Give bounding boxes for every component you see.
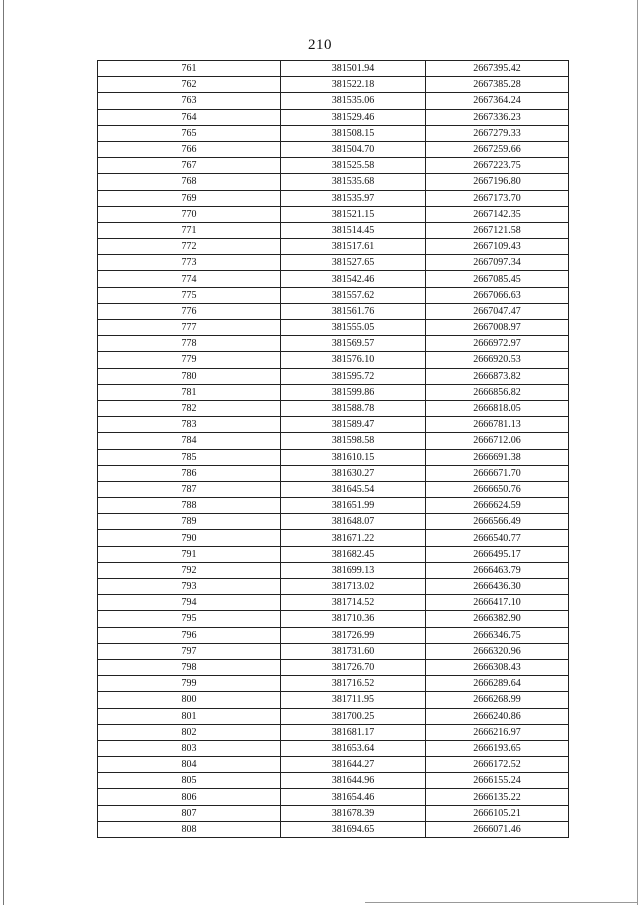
point-number-cell: 762 — [98, 77, 281, 93]
point-number-cell: 769 — [98, 190, 281, 206]
point-number-cell: 784 — [98, 433, 281, 449]
y-coordinate-cell: 2667173.70 — [426, 190, 569, 206]
x-coordinate-cell: 381710.36 — [281, 611, 426, 627]
point-number-cell: 799 — [98, 676, 281, 692]
page-border-bottom — [365, 902, 637, 903]
y-coordinate-cell: 2666346.75 — [426, 627, 569, 643]
table-row — [98, 174, 569, 190]
table-row — [98, 255, 569, 271]
x-coordinate-cell: 381527.65 — [281, 255, 426, 271]
table-row — [98, 368, 569, 384]
x-coordinate-cell: 381517.61 — [281, 239, 426, 255]
x-coordinate-cell: 381529.46 — [281, 109, 426, 125]
y-coordinate-cell: 2667336.23 — [426, 109, 569, 125]
table-row — [98, 417, 569, 433]
table-row — [98, 433, 569, 449]
point-number-cell: 775 — [98, 287, 281, 303]
y-coordinate-cell: 2666172.52 — [426, 757, 569, 773]
x-coordinate-cell: 381630.27 — [281, 465, 426, 481]
point-number-cell: 803 — [98, 740, 281, 756]
table-row — [98, 239, 569, 255]
y-coordinate-cell: 2667223.75 — [426, 158, 569, 174]
y-coordinate-cell: 2666972.97 — [426, 336, 569, 352]
y-coordinate-cell: 2666818.05 — [426, 400, 569, 416]
y-coordinate-cell: 2666105.21 — [426, 805, 569, 821]
x-coordinate-cell: 381713.02 — [281, 579, 426, 595]
table-row — [98, 595, 569, 611]
y-coordinate-cell: 2666240.86 — [426, 708, 569, 724]
y-coordinate-cell: 2667008.97 — [426, 320, 569, 336]
y-coordinate-cell: 2666650.76 — [426, 481, 569, 497]
y-coordinate-cell: 2667142.35 — [426, 206, 569, 222]
y-coordinate-cell: 2666463.79 — [426, 562, 569, 578]
x-coordinate-cell: 381682.45 — [281, 546, 426, 562]
x-coordinate-cell: 381694.65 — [281, 821, 426, 837]
y-coordinate-cell: 2667085.45 — [426, 271, 569, 287]
y-coordinate-cell: 2666216.97 — [426, 724, 569, 740]
x-coordinate-cell: 381599.86 — [281, 384, 426, 400]
point-number-cell: 779 — [98, 352, 281, 368]
point-number-cell: 770 — [98, 206, 281, 222]
table-row — [98, 222, 569, 238]
y-coordinate-cell: 2667364.24 — [426, 93, 569, 109]
x-coordinate-cell: 381595.72 — [281, 368, 426, 384]
point-number-cell: 808 — [98, 821, 281, 837]
page-border-right — [637, 0, 638, 905]
point-number-cell: 797 — [98, 643, 281, 659]
y-coordinate-cell: 2667047.47 — [426, 303, 569, 319]
table-row — [98, 546, 569, 562]
x-coordinate-cell: 381504.70 — [281, 141, 426, 157]
x-coordinate-cell: 381671.22 — [281, 530, 426, 546]
table-row — [98, 708, 569, 724]
y-coordinate-cell: 2666781.13 — [426, 417, 569, 433]
table-row — [98, 659, 569, 675]
table-row — [98, 384, 569, 400]
point-number-cell: 765 — [98, 125, 281, 141]
table-row — [98, 190, 569, 206]
x-coordinate-cell: 381589.47 — [281, 417, 426, 433]
y-coordinate-cell: 2666382.90 — [426, 611, 569, 627]
y-coordinate-cell: 2667109.43 — [426, 239, 569, 255]
x-coordinate-cell: 381542.46 — [281, 271, 426, 287]
x-coordinate-cell: 381654.46 — [281, 789, 426, 805]
point-number-cell: 793 — [98, 579, 281, 595]
y-coordinate-cell: 2666566.49 — [426, 514, 569, 530]
point-number-cell: 781 — [98, 384, 281, 400]
point-number-cell: 792 — [98, 562, 281, 578]
table-row — [98, 789, 569, 805]
point-number-cell: 764 — [98, 109, 281, 125]
y-coordinate-cell: 2666691.38 — [426, 449, 569, 465]
point-number-cell: 763 — [98, 93, 281, 109]
x-coordinate-cell: 381525.58 — [281, 158, 426, 174]
x-coordinate-cell: 381678.39 — [281, 805, 426, 821]
x-coordinate-cell: 381699.13 — [281, 562, 426, 578]
point-number-cell: 783 — [98, 417, 281, 433]
point-number-cell: 761 — [98, 61, 281, 77]
x-coordinate-cell: 381521.15 — [281, 206, 426, 222]
x-coordinate-cell: 381731.60 — [281, 643, 426, 659]
y-coordinate-cell: 2667121.58 — [426, 222, 569, 238]
y-coordinate-cell: 2667259.66 — [426, 141, 569, 157]
table-row — [98, 821, 569, 837]
y-coordinate-cell: 2666540.77 — [426, 530, 569, 546]
y-coordinate-cell: 2666873.82 — [426, 368, 569, 384]
y-coordinate-cell: 2666135.22 — [426, 789, 569, 805]
point-number-cell: 776 — [98, 303, 281, 319]
x-coordinate-cell: 381700.25 — [281, 708, 426, 724]
table-row — [98, 77, 569, 93]
point-number-cell: 802 — [98, 724, 281, 740]
y-coordinate-cell: 2666624.59 — [426, 498, 569, 514]
y-coordinate-cell: 2667395.42 — [426, 61, 569, 77]
point-number-cell: 804 — [98, 757, 281, 773]
table-row — [98, 400, 569, 416]
y-coordinate-cell: 2666856.82 — [426, 384, 569, 400]
point-number-cell: 787 — [98, 481, 281, 497]
table-row — [98, 514, 569, 530]
table-row — [98, 125, 569, 141]
table-row — [98, 271, 569, 287]
table-row — [98, 530, 569, 546]
table-row — [98, 93, 569, 109]
page-border-left — [3, 0, 4, 905]
point-number-cell: 768 — [98, 174, 281, 190]
table-row — [98, 579, 569, 595]
point-number-cell: 806 — [98, 789, 281, 805]
table-row — [98, 676, 569, 692]
table-row — [98, 562, 569, 578]
point-number-cell: 786 — [98, 465, 281, 481]
point-number-cell: 798 — [98, 659, 281, 675]
point-number-cell: 807 — [98, 805, 281, 821]
table-row — [98, 740, 569, 756]
y-coordinate-cell: 2666436.30 — [426, 579, 569, 595]
table-row — [98, 303, 569, 319]
table-row — [98, 481, 569, 497]
y-coordinate-cell: 2667066.63 — [426, 287, 569, 303]
y-coordinate-cell: 2666308.43 — [426, 659, 569, 675]
table-row — [98, 805, 569, 821]
table-row — [98, 206, 569, 222]
point-number-cell: 772 — [98, 239, 281, 255]
table-row — [98, 449, 569, 465]
y-coordinate-cell: 2666495.17 — [426, 546, 569, 562]
point-number-cell: 771 — [98, 222, 281, 238]
table-row — [98, 465, 569, 481]
x-coordinate-cell: 381501.94 — [281, 61, 426, 77]
x-coordinate-cell: 381726.99 — [281, 627, 426, 643]
table-row — [98, 498, 569, 514]
y-coordinate-cell: 2666071.46 — [426, 821, 569, 837]
y-coordinate-cell: 2667097.34 — [426, 255, 569, 271]
point-number-cell: 774 — [98, 271, 281, 287]
x-coordinate-cell: 381535.97 — [281, 190, 426, 206]
x-coordinate-cell: 381514.45 — [281, 222, 426, 238]
x-coordinate-cell: 381569.57 — [281, 336, 426, 352]
table-row — [98, 287, 569, 303]
point-number-cell: 800 — [98, 692, 281, 708]
table-row — [98, 627, 569, 643]
x-coordinate-cell: 381645.54 — [281, 481, 426, 497]
table-row — [98, 724, 569, 740]
y-coordinate-cell: 2666155.24 — [426, 773, 569, 789]
point-number-cell: 791 — [98, 546, 281, 562]
table-row — [98, 692, 569, 708]
y-coordinate-cell: 2666417.10 — [426, 595, 569, 611]
coordinate-table-body — [98, 61, 569, 838]
coordinate-table — [97, 60, 569, 838]
point-number-cell: 777 — [98, 320, 281, 336]
point-number-cell: 796 — [98, 627, 281, 643]
x-coordinate-cell: 381711.95 — [281, 692, 426, 708]
point-number-cell: 785 — [98, 449, 281, 465]
x-coordinate-cell: 381598.58 — [281, 433, 426, 449]
x-coordinate-cell: 381651.99 — [281, 498, 426, 514]
table-row — [98, 336, 569, 352]
point-number-cell: 795 — [98, 611, 281, 627]
point-number-cell: 773 — [98, 255, 281, 271]
table-row — [98, 109, 569, 125]
y-coordinate-cell: 2666193.65 — [426, 740, 569, 756]
point-number-cell: 805 — [98, 773, 281, 789]
y-coordinate-cell: 2667196.80 — [426, 174, 569, 190]
page-number: 210 — [308, 37, 332, 53]
table-row — [98, 611, 569, 627]
x-coordinate-cell: 381716.52 — [281, 676, 426, 692]
point-number-cell: 788 — [98, 498, 281, 514]
y-coordinate-cell: 2666268.99 — [426, 692, 569, 708]
x-coordinate-cell: 381535.06 — [281, 93, 426, 109]
x-coordinate-cell: 381610.15 — [281, 449, 426, 465]
x-coordinate-cell: 381681.17 — [281, 724, 426, 740]
x-coordinate-cell: 381555.05 — [281, 320, 426, 336]
x-coordinate-cell: 381588.78 — [281, 400, 426, 416]
y-coordinate-cell: 2666289.64 — [426, 676, 569, 692]
x-coordinate-cell: 381561.76 — [281, 303, 426, 319]
point-number-cell: 766 — [98, 141, 281, 157]
x-coordinate-cell: 381648.07 — [281, 514, 426, 530]
x-coordinate-cell: 381714.52 — [281, 595, 426, 611]
point-number-cell: 794 — [98, 595, 281, 611]
x-coordinate-cell: 381653.64 — [281, 740, 426, 756]
x-coordinate-cell: 381644.27 — [281, 757, 426, 773]
point-number-cell: 780 — [98, 368, 281, 384]
table-row — [98, 643, 569, 659]
point-number-cell: 801 — [98, 708, 281, 724]
table-row — [98, 773, 569, 789]
y-coordinate-cell: 2666671.70 — [426, 465, 569, 481]
point-number-cell: 767 — [98, 158, 281, 174]
y-coordinate-cell: 2667385.28 — [426, 77, 569, 93]
x-coordinate-cell: 381726.70 — [281, 659, 426, 675]
x-coordinate-cell: 381644.96 — [281, 773, 426, 789]
x-coordinate-cell: 381522.18 — [281, 77, 426, 93]
table-row — [98, 61, 569, 77]
table-row — [98, 757, 569, 773]
point-number-cell: 789 — [98, 514, 281, 530]
x-coordinate-cell: 381557.62 — [281, 287, 426, 303]
x-coordinate-cell: 381576.10 — [281, 352, 426, 368]
x-coordinate-cell: 381508.15 — [281, 125, 426, 141]
table-row — [98, 320, 569, 336]
y-coordinate-cell: 2666920.53 — [426, 352, 569, 368]
y-coordinate-cell: 2667279.33 — [426, 125, 569, 141]
point-number-cell: 790 — [98, 530, 281, 546]
table-row — [98, 158, 569, 174]
y-coordinate-cell: 2666712.06 — [426, 433, 569, 449]
point-number-cell: 782 — [98, 400, 281, 416]
table-row — [98, 141, 569, 157]
x-coordinate-cell: 381535.68 — [281, 174, 426, 190]
point-number-cell: 778 — [98, 336, 281, 352]
y-coordinate-cell: 2666320.96 — [426, 643, 569, 659]
table-row — [98, 352, 569, 368]
